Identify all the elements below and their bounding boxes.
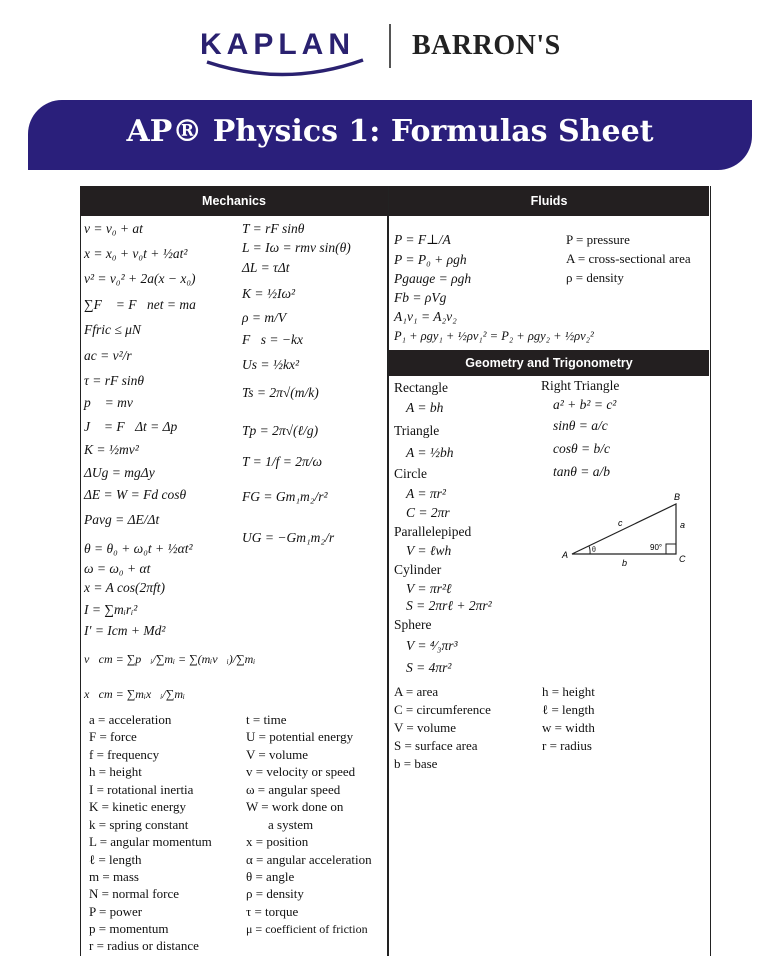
formula: ac = v²/r — [84, 348, 132, 363]
formula: F⃗s = −kx⃗ — [242, 332, 314, 347]
shape-label: Sphere — [394, 617, 432, 632]
formula: tanθ = a/b — [553, 464, 610, 479]
formula: θ = θ₀ + ω₀t + ½αt² — [84, 541, 193, 556]
formula: P = F⊥/A — [394, 232, 451, 247]
definition: v = velocity or speed — [246, 764, 356, 779]
mechanics-header: Mechanics — [80, 186, 388, 216]
side-b-label: b — [622, 558, 628, 568]
formula: Tp = 2π√(ℓ/g) — [242, 423, 319, 438]
definition: F = force — [89, 729, 137, 744]
definition: f = frequency — [89, 747, 160, 762]
formula: A₁v₁ = A₂v₂ — [394, 309, 457, 324]
definition: θ = angle — [246, 869, 295, 884]
definition: μ = coefficient of friction — [246, 922, 368, 936]
definition: I = rotational inertia — [89, 782, 194, 797]
formula: a² + b² = c² — [553, 397, 617, 412]
formula: ∑F⃗ = F⃗net = ma⃗ — [84, 297, 207, 312]
formula: T = 1/f = 2π/ω — [242, 454, 323, 469]
definition: ρ = density — [246, 886, 304, 901]
definition: A = area — [394, 684, 439, 699]
barrons-logo: BARRON'S — [412, 30, 561, 61]
vertex-b-label: B — [674, 492, 681, 502]
formula: Fb = ρVg — [394, 290, 447, 305]
definition: ℓ = length — [542, 702, 595, 717]
definition: V = volume — [394, 720, 456, 735]
definition: U = potential energy — [246, 729, 354, 744]
definition: K = kinetic energy — [89, 799, 186, 814]
definition: w = width — [542, 720, 595, 735]
formula: K = ½mv² — [84, 442, 139, 457]
formula: A = πr² — [406, 486, 446, 501]
formula: sinθ = a/c — [553, 418, 608, 433]
logo-divider — [389, 24, 391, 68]
shape-label: Rectangle — [394, 380, 448, 395]
title-banner — [28, 100, 752, 170]
vertex-a-label: A — [562, 550, 569, 560]
shape-label: Right Triangle — [541, 378, 620, 393]
formula: Ffric ≤ μN — [84, 322, 141, 337]
definition: x = position — [246, 834, 309, 849]
formula: J⃗ = F⃗Δt = Δp⃗ — [84, 419, 188, 434]
definition: L = angular momentum — [89, 834, 212, 849]
formula: Pavg = ΔE/Δt — [84, 512, 160, 527]
angle-arc — [589, 546, 590, 554]
formula: UG = −Gm₁m₂/r — [242, 530, 335, 545]
shape-label: Circle — [394, 466, 427, 481]
formula: p⃗ = mv⃗ — [84, 395, 144, 410]
formula: V = ⁴⁄₃πr³ — [406, 638, 458, 653]
definition: S = surface area — [394, 738, 478, 753]
definition: ℓ = length — [89, 852, 142, 867]
definition: t = time — [246, 712, 287, 727]
formula: Ts = 2π√(m/k) — [242, 385, 319, 400]
column-divider — [387, 186, 389, 956]
formula: x⃗cm = ∑mᵢx⃗ᵢ/∑mᵢ — [84, 687, 185, 701]
right-angle-label: 90° — [650, 543, 663, 552]
definition: P = power — [89, 904, 143, 919]
formula: Pgauge = ρgh — [394, 271, 472, 286]
formula: Us = ½kx² — [242, 357, 300, 372]
definition: A = cross-sectional area — [566, 251, 691, 266]
formula: v = v₀ + at — [84, 221, 143, 236]
formula: I′ = Icm + Md² — [84, 623, 166, 638]
formula: v² = v₀² + 2a(x − x₀) — [84, 271, 196, 286]
formula: V = ℓwh — [406, 543, 452, 558]
formula: I = ∑mᵢrᵢ² — [84, 602, 138, 617]
right-angle-mark — [666, 544, 676, 554]
definition: p = momentum — [89, 921, 169, 936]
side-a-label: a — [680, 520, 686, 530]
formula: ω = ω₀ + αt — [84, 561, 151, 576]
definition: N = normal force — [89, 886, 179, 901]
definition: r = radius or distance — [89, 938, 199, 953]
definition: a system — [268, 817, 314, 832]
formula: T = rF sinθ — [242, 221, 305, 236]
side-c-label: c — [618, 518, 623, 528]
definition: V = volume — [246, 747, 308, 762]
formula: FG = Gm₁m₂/r² — [242, 489, 328, 504]
formula: C = 2πr — [406, 505, 450, 520]
formula: τ = rF sinθ — [84, 373, 144, 388]
definition: ω = angular speed — [246, 782, 341, 797]
definition: h = height — [542, 684, 595, 699]
definition: C = circumference — [394, 702, 491, 717]
formula: S = 2πrℓ + 2πr² — [406, 598, 492, 613]
formula: P = P₀ + ρgh — [394, 252, 467, 267]
definition: W = work done on — [246, 799, 344, 814]
definition: P = pressure — [566, 232, 630, 247]
definition: τ = torque — [246, 904, 299, 919]
kaplan-logo: KAPLAN — [200, 28, 355, 61]
theta-label: θ — [592, 545, 596, 554]
formula: K = ½Iω² — [242, 286, 296, 301]
definition: k = spring constant — [89, 817, 189, 832]
right-triangle-diagram — [560, 490, 690, 570]
formula: V = πr²ℓ — [406, 581, 452, 596]
definition: a = acceleration — [89, 712, 172, 727]
formula: L = Iω = rmv sin(θ) — [242, 240, 351, 255]
formula: ΔUg = mgΔy — [84, 465, 155, 480]
formula: v⃗cm = ∑p⃗ᵢ/∑mᵢ = ∑(mᵢv⃗ᵢ)/∑mᵢ — [84, 652, 256, 666]
shape-label: Triangle — [394, 423, 440, 438]
formula: A = bh — [406, 400, 444, 415]
definition: b = base — [394, 756, 438, 771]
formula: ρ = m/V — [242, 310, 287, 325]
formula: x = x₀ + v₀t + ½at² — [84, 246, 188, 261]
vertex-c-label: C — [679, 554, 686, 564]
fluids-header: Fluids — [389, 186, 709, 216]
shape-label: Cylinder — [394, 562, 442, 577]
formula: A = ½bh — [406, 445, 454, 460]
kaplan-swoosh-icon — [205, 58, 365, 80]
definition: r = radius — [542, 738, 592, 753]
definition: m = mass — [89, 869, 139, 884]
definition: α = angular acceleration — [246, 852, 372, 867]
formula: ΔE = W = Fd cosθ — [84, 487, 187, 502]
definition: ρ = density — [566, 270, 624, 285]
formula: P₁ + ρgy₁ + ½ρv₁² = P₂ + ρgy₂ + ½ρv₂² — [394, 329, 594, 343]
formula: x = A cos(2πft) — [84, 580, 165, 595]
definition: h = height — [89, 764, 142, 779]
formula: cosθ = b/c — [553, 441, 610, 456]
formula: S = 4πr² — [406, 660, 452, 675]
geometry-header: Geometry and Trigonometry — [389, 350, 709, 376]
formula: ΔL = τΔt — [242, 260, 290, 275]
page-title: AP® Physics 1: Formulas Sheet — [126, 114, 654, 149]
shape-label: Parallelepiped — [394, 524, 472, 539]
